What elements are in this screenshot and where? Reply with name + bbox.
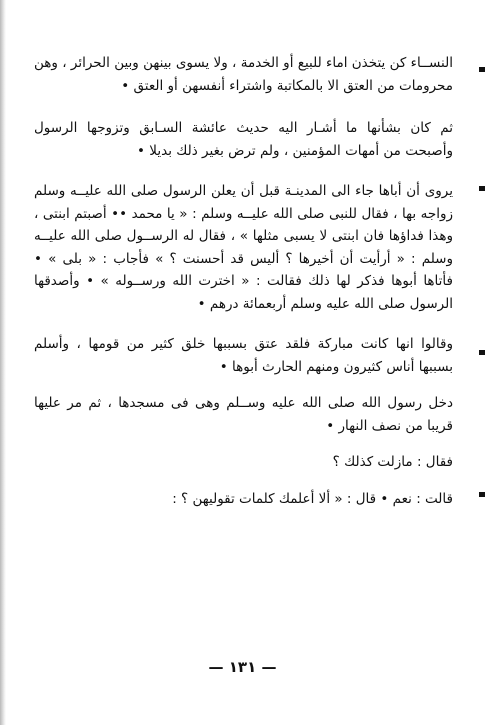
margin-mark bbox=[479, 67, 485, 72]
paragraph-4: وقالوا انها كانت مباركة فلقد عتق بسببها خلق كثير من قومها ، وأسلم بسببها أناس كثيرون ومنهم الحارث أبوها • bbox=[34, 336, 453, 375]
paragraph-1: النســاء كن يتخذن اماء للبيع أو الخدمة ، ولا يسوى بينهن وبين الحرائر ، وهن محرومات من العتق الا بالمكاتبة واشتراء أنفسهن أو العتق • bbox=[34, 55, 453, 94]
page-edge-shadow bbox=[0, 0, 6, 725]
paragraph-2: ثم كان بشأنها ما أشـار اليه حديث عائشة السـابق وتزوجها الرسول وأصبحت من أمهات المؤمنين ، ولم ترض بغير ذلك بديلا • bbox=[34, 120, 453, 159]
page-number: — ١٣١ — bbox=[208, 658, 277, 676]
paragraph-3: يروى أن أباها جاء الى المدينـة قبل أن يعلن الرسول صلى الله عليــه وسلم زواجه بها ، فقال للنبى صلى الله عليــه وسلم : « يا محمد •• أصبتم ابنتى ، وهذا فداؤها فان ابنتى لا يسبى مثلها » ، فقال له الرســول صلى الله عليــه وسلم : « أرأيت أن أخيرها ؟ أليس قد أحسنت ؟ » فأجاب : « بلى » • فأتاها أبوها فذكر لها ذلك فقالت : « اخترت الله ورســوله » • وأصدقها الرسول صلى الله عليه وسلم أربعمائة درهم • bbox=[34, 183, 453, 312]
paragraph-5: دخل رسول الله صلى الله عليه وســلم وهى فى مسجدها ، ثم مر عليها قريبا من نصف النهار • bbox=[34, 395, 453, 434]
paragraph-7: قالت : نعم • قال : « ألا أعلمك كلمات تقوليهن ؟ : bbox=[172, 490, 453, 507]
margin-mark bbox=[479, 492, 485, 497]
margin-mark bbox=[479, 350, 485, 355]
margin-mark bbox=[479, 186, 485, 191]
body-text bbox=[34, 52, 453, 510]
paragraph-6: فقال : مازلت كذلك ؟ bbox=[332, 454, 453, 470]
